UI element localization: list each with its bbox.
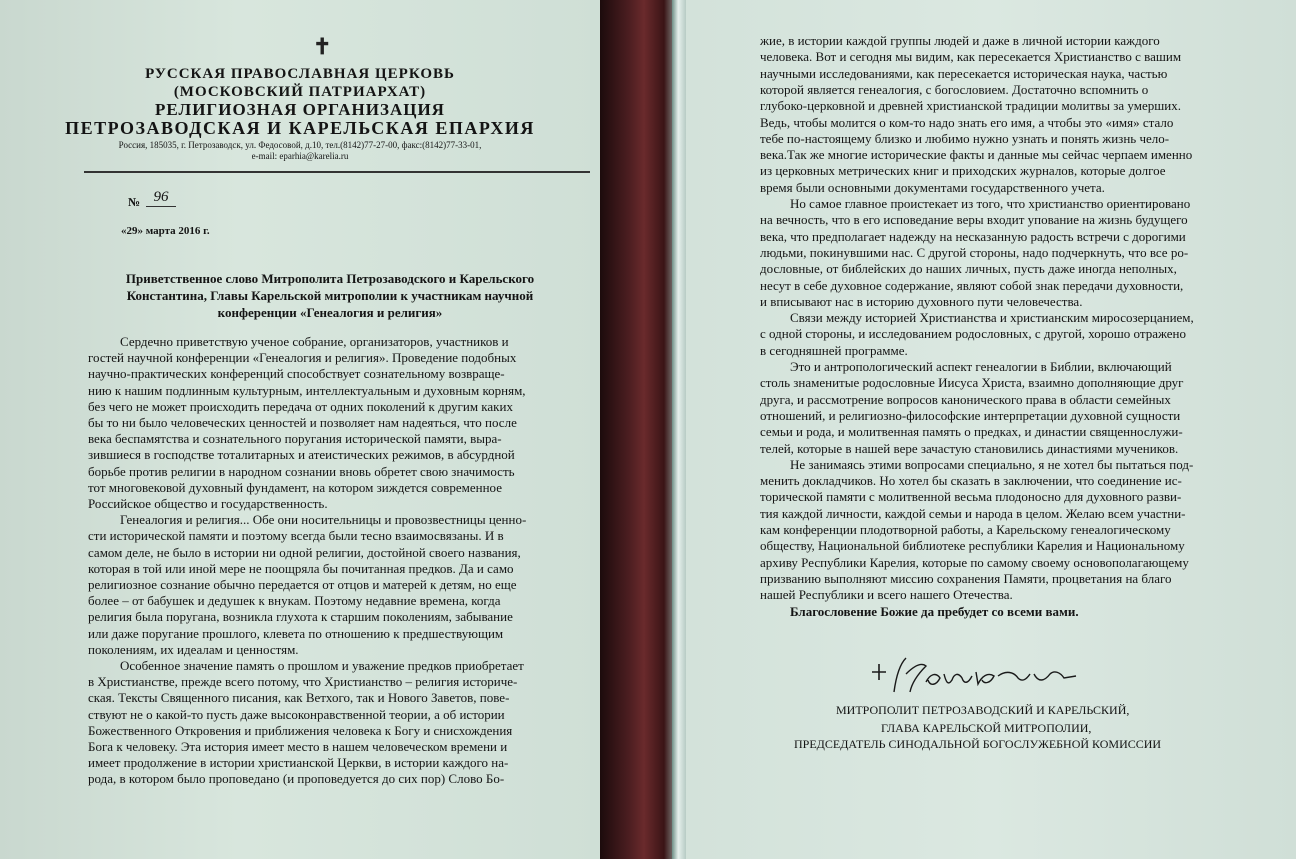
body-line: века, что предполагает надежду на несказанную радость встречи с дорогими (760, 228, 1186, 244)
body-line: Особенное значение память о прошлом и уважение предков приобретает (120, 658, 524, 673)
body-line: в Христианстве, прежде всего потому, что Христианство – религия историче- (88, 674, 518, 690)
body-line: Не занимаясь этими вопросами специально, я не хотел бы пытаться под- (790, 456, 1194, 472)
doc-title-line: Константина, Главы Карельской митрополии к участникам научной (126, 288, 534, 303)
body-line: время были основными документами государственного учета. (760, 179, 1105, 195)
body-line: самом деле, не было в истории ни одной религии, достойной своего названия, (88, 544, 521, 560)
body-line: бы то ни было человеческих ценностей и позволяет нам надеяться, что после (88, 415, 517, 430)
left-page (0, 0, 600, 859)
body-line: семьи и рода, и молитвенная память о предках, и династии священнослужи- (760, 424, 1183, 440)
body-line: тия каждой личности, каждой семьи и народа в целом. Желаю всем участни- (760, 505, 1186, 521)
body-line: столь знаменитые родословные Иисуса Христа, взаимно дополняющие друг (760, 375, 1184, 391)
body-line: телей, которые в нашей вере зачастую становились династиями мучеников. (760, 440, 1179, 456)
doc-number-value: 96 (146, 189, 176, 207)
body-line: нию к нашим подлинным культурным, интеллектуальным и духовным корням, (88, 382, 526, 398)
body-line: более – от бабушек и дедушек к внукам. Поэтому недавние времена, когда (88, 593, 501, 609)
book-gutter (600, 0, 680, 859)
handwritten-signature (866, 652, 1106, 698)
body-line: нашей Республики и всего нашего Отечества. (760, 587, 1013, 603)
body-line: Благословение Божие да пребудет со всеми вами. (790, 603, 1079, 619)
body-line: несут в себе духовное содержание, являют собой знак передачи духовности, (760, 277, 1184, 293)
body-line: Но самое главное проистекает из того, что христианство ориентировано (790, 196, 1191, 211)
body-line: дословные, от библейских до наших личных, пусть даже иногда неполных, (760, 261, 1177, 277)
body-line: людьми, покинувшими нас. С другой стороны, надо подчеркнуть, что все ро- (760, 244, 1189, 260)
body-line: которой является генеалогия, с богословием. Достаточно вспомнить о (760, 81, 1149, 97)
body-line: религия была поругана, возникла глухота к старшим поколениям, забывание (88, 609, 513, 625)
body-line: Связи между историей Христианства и христианским миросозерцанием, (790, 310, 1194, 326)
body-line: торической памяти с молитвенной весьма плодоносно для духовного разви- (760, 489, 1182, 505)
body-line: жие, в истории каждой группы людей и даже в личной истории каждого (760, 33, 1160, 48)
body-line: глубоко-церковной и древней христианской традиции молитвы за умерших. (760, 98, 1181, 114)
body-line: научными исследованиями, как пересекается историческая наука, частью (760, 65, 1168, 81)
header-divider (84, 171, 590, 173)
doc-date: «29» марта 2016 г. (121, 225, 210, 237)
body-line: кам конференции плодотворной работы, а Карельскому генеалогическому (760, 522, 1171, 537)
body-line: века.Так же многие исторические факты и данные мы сейчас черпаем именно (760, 147, 1193, 163)
body-line: имеет продолжение в истории христианской Церкви, в истории каждого на- (88, 755, 509, 771)
doc-number-label: № (128, 195, 141, 209)
body-line: борьбе против религии в народном сознании вновь обретет свою значимость (88, 463, 515, 479)
body-line: века беспамятства и сознательного поругания исторической памяти, выра- (88, 431, 502, 447)
orthodox-cross-icon: ✝ (313, 34, 332, 59)
body-line: архиву Республики Карелия, которые по самому своему основополагающему (760, 554, 1189, 570)
signature-title-3: ПРЕДСЕДАТЕЛЬ СИНОДАЛЬНОЙ БОГОСЛУЖЕБНОЙ КОМИССИИ (794, 737, 1162, 751)
page-edge (672, 0, 686, 859)
body-line: религиозное сознание обычно передается от отцов и матерей к детям, но еще (88, 577, 517, 592)
body-line: друга, и рассмотрение вопросов канонического права в области семейных (760, 391, 1171, 407)
header-eparchy: ПЕТРОЗАВОДСКАЯ И КАРЕЛЬСКАЯ ЕПАРХИЯ (65, 118, 535, 138)
body-line: ская. Тексты Священного писания, как Ветхого, так и Нового Заветов, пове- (88, 690, 510, 706)
body-line: Бога к человеку. Эта история имеет место в нашем человеческом времени и (88, 739, 508, 754)
body-line: человека. Вот и сегодня мы видим, как пересекается Христианство с вашим (760, 49, 1182, 65)
body-line: менить докладчиков. Но хотел бы сказать в заключении, что соединение ис- (760, 473, 1182, 489)
header-church-name: РУССКАЯ ПРАВОСЛАВНАЯ ЦЕРКОВЬ (145, 66, 455, 82)
doc-title-line: Приветственное слово Митрополита Петрозаводского и Карельского (125, 271, 535, 286)
right-page (686, 0, 1296, 859)
body-line: или даже поругание прошлого, клевета по отношению к предшествующим (88, 625, 504, 641)
header-address: Россия, 185035, г. Петрозаводск, ул. Федосовой, д.10, тел.(8142)77-27-00, факс:(8142)77-33-01, (118, 140, 482, 150)
body-line: тот многовековой духовный фундамент, на котором зиждется современное (88, 479, 502, 495)
body-line: поколениям, их идеалам и ценностям. (88, 641, 299, 657)
body-line: в сегодняшней программе. (760, 342, 908, 358)
body-line: без чего не может происходить передача от одних поколений к другим каких (88, 398, 513, 414)
body-line: ствуют не о какой-то пусть даже высоконравственной теории, а об истории (88, 706, 505, 722)
body-line: зившиеся в господстве тоталитарных и атеистических режимов, в абсурдной (88, 447, 515, 463)
body-line: с одной стороны, и исследованием родословных, с другой, хорошо отражено (760, 326, 1187, 342)
body-line: обществу, Национальной библиотеке республики Карелия и Национальному (760, 538, 1185, 554)
body-line: Российское общество и государственность. (88, 496, 328, 511)
body-line: которая в той или иной мере не поощряла бы почитанная предков. Да и само (88, 560, 514, 576)
body-line: гостей научной конференции «Генеалогия и религия». Проведение подобных (88, 350, 517, 366)
body-line: и вписывают нас в историю духовного пути человечества. (760, 293, 1083, 309)
signature-title-1: МИТРОПОЛИТ ПЕТРОЗАВОДСКИЙ И КАРЕЛЬСКИЙ, (836, 703, 1130, 717)
body-line: Божественного Откровения и приближения человека к Богу и снисхождения (88, 722, 513, 738)
body-line: Сердечно приветствую ученое собрание, организаторов, участников и (120, 334, 509, 349)
body-line: Генеалогия и религия... Обе они носительницы и провозвестницы ценно- (120, 512, 527, 528)
header-email: e-mail: eparhia@karelia.ru (251, 151, 349, 161)
body-line: сти исторической памяти и поэтому всегда были тесно взаимосвязаны. И в (88, 528, 504, 544)
body-line: из церковных метрических книг и приходских журналов, которые долгое (760, 163, 1166, 179)
body-line: отношений, и религиозно-философские интерпретации духовной сущности (760, 407, 1181, 423)
body-line: на вечность, что в его исповедание веры входит упование на жизнь будущего (760, 212, 1188, 228)
signature-title-2: ГЛАВА КАРЕЛЬСКОЙ МИТРОПОЛИИ, (881, 721, 1092, 735)
header-patriarchate: (МОСКОВСКИЙ ПАТРИАРХАТ) (173, 84, 427, 100)
body-line: рода, в котором было проповедано (и проповедуется до сих пор) Слово Бо- (88, 771, 505, 787)
body-line: Это и антропологический аспект генеалогии в Библии, включающий (790, 359, 1172, 374)
body-line: тебе по-настоящему близко и любимо нужно узнать и понять жизнь чело- (760, 130, 1170, 146)
doc-title-line: конференции «Генеалогия и религия» (217, 305, 443, 320)
body-line: призванию выполняют миссию сохранения Памяти, процветания на благо (760, 570, 1172, 586)
header-organization: РЕЛИГИОЗНАЯ ОРГАНИЗАЦИЯ (155, 100, 445, 119)
body-line: Ведь, чтобы молится о ком-то надо знать его имя, а чтобы это «имя» стало (760, 114, 1174, 130)
body-line: научно-практических конференций способствует сознательному возвраще- (88, 366, 505, 382)
